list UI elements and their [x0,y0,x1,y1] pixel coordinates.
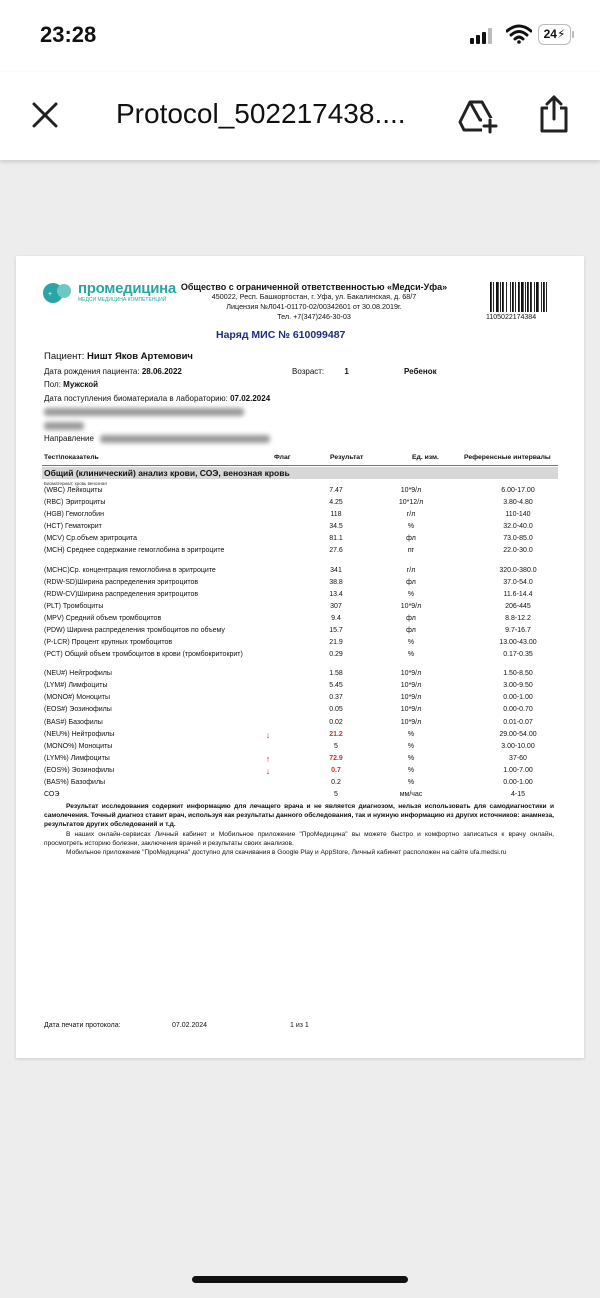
patient-label: Пациент: [44,351,85,362]
cell-test-name: (LYM%) Лимфоциты [44,754,110,762]
cell-test-name: (RDW-SD)Ширина распределения эритроцитов [44,578,199,586]
cell-result: 5 [334,790,338,798]
cell-unit: % [407,651,415,659]
cell-reference: 0.01-0.07 [503,718,533,726]
cell-test-name: (MPV) Средний объем тромбоцитов [44,614,162,622]
sex-label: Пол: [44,380,61,389]
barcode-bar [502,282,504,312]
status-bar [0,0,600,72]
cell-test-name: (NEU#) Нейтрофилы [44,670,112,678]
close-icon[interactable] [30,100,60,130]
document-title: Protocol_502217438.... [116,98,406,129]
organization-header [166,282,462,322]
cell-unit: 10*9/л [400,718,422,726]
barcode-bar [518,282,520,312]
document-page [16,256,584,1058]
age-value: 1 [344,367,349,376]
cell-result: 0.05 [329,706,343,714]
cell-unit: 10*9/л [400,694,422,702]
cell-flag: ↓ [265,729,271,740]
cell-unit: 10*9/л [400,670,422,678]
cell-unit: пг [407,547,415,555]
battery-level: 24 [543,27,557,41]
cell-unit: % [407,766,415,774]
cell-unit: 10*9/л [400,487,422,494]
barcode-bar [525,282,526,312]
cell-reference: 9.7-16.7 [505,626,531,634]
cell-test-name: (HCT) Гематокрит [44,523,102,531]
share-icon[interactable] [538,94,570,134]
order-number: Наряд МИС № 610099487 [216,329,346,341]
cell-flag: ↓ [265,765,271,776]
barcode-bar [515,282,516,312]
cell-unit: 10*9/л [400,706,422,714]
cell-result: 118 [330,511,342,519]
cell-unit: фл [406,578,416,586]
cell-unit: фл [406,614,416,622]
cell-result: 21.9 [329,638,343,646]
cell-reference: 1.00-7.00 [503,766,533,774]
redacted-text [44,408,244,416]
page-count: 1 из 1 [290,1022,309,1029]
cell-test-name: (WBC) Лейкоциты [44,487,103,494]
cell-result: 0.2 [331,778,341,786]
birth-label: Дата рождения пациента: [44,367,140,376]
cell-reference: 13.00-43.00 [499,638,537,646]
cell-result: 341 [330,566,342,574]
cell-unit: 10*9/л [400,682,422,690]
cell-reference: 8.8-12.2 [505,614,531,622]
cell-result: 0.7 [331,766,341,774]
wifi-icon [506,24,532,44]
birth-date: 28.06.2022 [141,367,182,376]
redacted-line-2 [44,421,84,430]
cell-reference: 0.17-0.35 [503,651,533,659]
cell-reference: 3.00-10.00 [501,742,535,750]
barcode-bar [541,282,542,312]
col-result: Результат [330,454,364,461]
cell-reference: 29.00-54.00 [499,730,537,738]
promedicina-logo-icon [42,282,74,304]
redacted-text [100,435,270,443]
col-test: Тест\показатель [44,454,99,461]
cell-test-name: (P-LCR) Процент крупных тромбоцитов [44,638,173,646]
cell-unit: фл [406,535,416,543]
patient-line [44,351,193,362]
cell-test-name: (MCH) Среднее содержание гемоглобина в эритроците [44,547,225,555]
logo-subtitle: МЕДСИ МЕДИЦИНА КОМПЕТЕНЦИЙ [78,297,167,303]
sex-line [44,380,98,389]
received-date: 07.02.2024 [230,394,271,403]
barcode-bar [534,282,535,312]
direction-line [44,434,270,443]
cell-test-name: (BAS%) Базофилы [44,778,106,786]
cell-reference: 110-140 [505,511,531,519]
cell-unit: % [407,638,415,646]
home-indicator[interactable] [192,1276,408,1283]
cell-result: 13.4 [329,590,343,598]
organization-license: Лицензия №Л041-01170-02/00342601 от 30.08.2019г. [226,302,402,311]
cell-unit: % [407,523,415,531]
online-services-note: В наших онлайн-сервисах Личный кабинет и Мобильное приложение "ПроМедицина" вы можете быстро и комфортно записаться к врачу онлайн, просмотреть историю болезни, заключения врачей и результаты своих анализов. [44,831,554,847]
cell-result: 0.37 [329,694,343,702]
cell-result: 38.8 [329,578,343,586]
cell-reference: 3.80-4.80 [503,499,533,507]
cell-flag: ↑ [265,753,271,764]
barcode-bar [536,282,539,312]
barcode [490,282,560,314]
cell-reference: 37-60 [509,754,527,762]
cell-test-name: (MCHC)Ср. концентрация гемоглобина в эритроците [44,566,216,574]
cell-test-name: (MCV) Ср.объем эритроцита [44,535,138,543]
cell-test-name: (MONO#) Моноциты [44,694,110,702]
cell-result: 34.5 [329,523,343,531]
cell-reference: 11.6-14.4 [503,590,533,598]
cell-result: 21.2 [329,730,343,738]
age-line [292,367,349,376]
cell-test-name: (PCT) Общий объем тромбоцитов в крови (тромбокритокрит) [44,651,243,659]
cell-result: 15.7 [329,626,343,634]
cell-result: 5 [334,742,338,750]
cell-test-name: (NEU%) Нейтрофилы [44,730,115,738]
organization-address: 450022, Респ. Башкортостан, г. Уфа, ул. Бакалинская, д. 68/7 [211,292,417,301]
cell-test-name: (MONO%) Моноциты [44,742,113,750]
barcode-number: 1105022174384 [486,314,537,321]
cell-reference: 1.50-8.50 [503,670,533,678]
organization-phone: Тел. +7(347)246-30-03 [277,312,351,321]
cell-result: 27.6 [329,547,343,555]
charging-icon: ⚡ [556,27,566,41]
cell-unit: % [407,778,415,786]
cell-result: 307 [330,602,342,610]
svg-text:+: + [48,291,53,298]
add-to-drive-icon[interactable] [458,98,498,134]
cell-reference: 4-15 [510,790,525,798]
cell-unit: 10*9/л [400,602,422,610]
barcode-bar [500,282,501,312]
redacted-line-1 [44,407,244,416]
cell-result: 72.9 [329,754,343,762]
status-time: 23:28 [40,22,97,47]
cell-test-name: (EOS#) Эозинофилы [44,706,112,714]
received-label: Дата поступления биоматериала в лабораторию: [44,394,228,403]
table-header [42,452,558,466]
cell-test-name: (RDW-CV)Ширина распределения эритроцитов [44,590,199,598]
col-ref: Референсные интервалы [464,454,551,461]
cell-reference: 320.0-380.0 [499,566,537,574]
cell-reference: 32.0-40.0 [503,523,533,531]
barcode-bar [496,282,499,312]
cell-result: 4.25 [329,499,343,507]
col-unit: Ед. изм. [412,454,439,461]
cell-reference: 0.00-1.00 [503,694,533,702]
cell-reference: 73.0-85.0 [503,535,533,543]
cell-unit: г/л [406,566,416,574]
cell-unit: % [407,730,415,738]
document-toolbar [0,72,600,160]
cell-reference: 0.00-1.00 [503,778,533,786]
cell-unit: % [407,754,415,762]
cell-reference: 3.00-9.50 [503,682,533,690]
cell-test-name: (LYM#) Лимфоциты [44,682,108,690]
redacted-text [44,422,84,430]
sex-value: Мужской [63,380,99,389]
cell-result: 9.4 [331,614,341,622]
cell-unit: мм/час [399,790,423,798]
barcode-bar [527,282,529,312]
cell-unit: % [407,590,415,598]
barcode-bar [512,282,514,312]
barcode-bar [546,282,547,312]
cell-reference: 0.00-0.70 [503,706,533,714]
cell-reference: 22.0-30.0 [503,547,533,555]
received-line [44,394,270,403]
age-label: Возраст: [292,367,325,376]
cell-unit: % [407,742,415,750]
disclaimer: Результат исследования содержит информацию для лечащего врача и не является диагнозом, нельзя использовать для самодиагностики и самолечения. Точный диагноз ставит врач, используя как результаты данного обследования, так и нужную информацию из других источников: анамнеза, результатов других обследований и т.д. [44,803,554,828]
print-date: 07.02.2024 [172,1022,208,1029]
cell-test-name: (BAS#) Базофилы [44,718,103,726]
barcode-bar [493,282,494,312]
barcode-bar [510,282,511,312]
birth-line [44,367,182,376]
logo-text: промедицина [78,280,176,297]
cell-result: 1.58 [329,670,343,678]
cell-test-name: СОЭ [44,790,60,798]
cell-result: 5.45 [329,682,343,690]
cell-unit: г/л [406,511,416,519]
barcode-bar [521,282,524,312]
col-flag: Флаг [274,454,291,461]
cell-test-name: (PLT) Тромбоциты [44,602,104,610]
cell-test-name: (EOS%) Эозинофилы [44,766,115,774]
cell-result: 0.02 [329,718,343,726]
cell-test-name: (HGB) Гемоглобин [44,511,104,519]
patient-category: Ребенок [404,367,437,376]
battery-indicator [538,24,571,45]
cell-result: 81.1 [329,535,343,543]
barcode-bar [543,282,545,312]
cell-unit: 10*12/л [398,499,424,507]
barcode-bar [490,282,492,312]
cell-test-name: (PDW) Ширина распределения тромбоцитов по объему [44,626,225,634]
mobile-app-note: Мобильное приложение "ПроМедицина" доступно для скачивания в Google Play и AppStore, Личный кабинет расположен на сайте ufa.medsi.ru [66,849,507,856]
signal-icon [470,28,494,44]
biomaterial: Биоматериал: кровь венозная [44,481,107,486]
organization-name: Общество с ограниченной ответственностью «Медси-Уфа» [180,282,448,292]
patient-name: Ништ Яков Артемович [87,351,193,362]
cell-result: 7.47 [329,487,343,494]
cell-unit: фл [406,626,416,634]
cell-reference: 6.00-17.00 [501,487,535,494]
barcode-bar [506,282,507,312]
cell-test-name: (RBC) Эритроциты [44,499,106,507]
cell-reference: 37.0-54.0 [503,578,533,586]
direction-label: Направление [44,434,94,443]
section-title: Общий (клинический) анализ крови, СОЭ, венозная кровь [42,467,558,479]
cell-result: 0.29 [329,651,343,659]
cell-reference: 206-445 [505,602,531,610]
print-date-label: Дата печати протокола: [44,1022,121,1029]
barcode-bar [530,282,532,312]
